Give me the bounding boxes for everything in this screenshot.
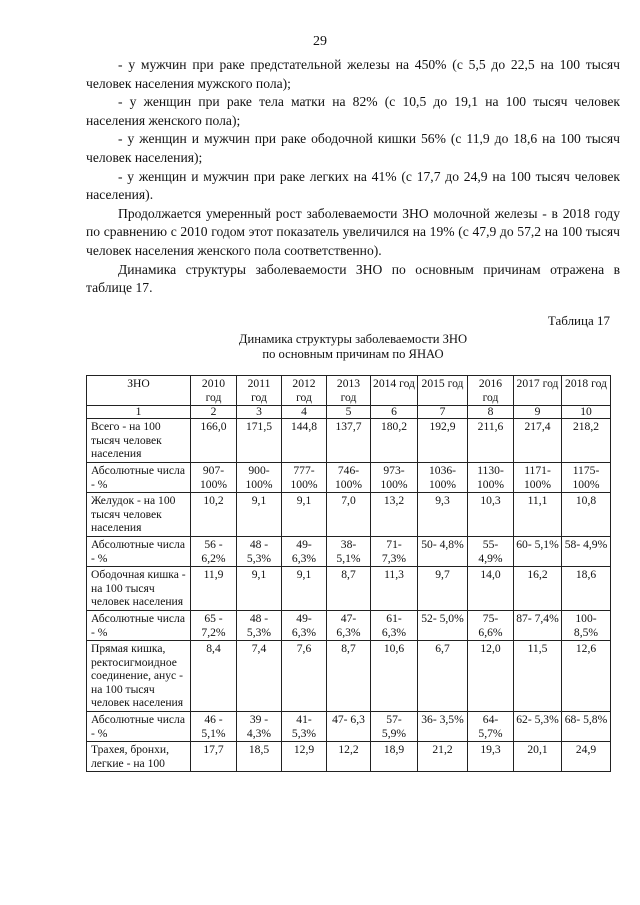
row-label: Желудок - на 100 тысяч человек населения — [87, 493, 191, 537]
row-label: Абсолютные числа - % — [87, 462, 191, 492]
table-cell: 10,6 — [371, 641, 418, 712]
table-cell: 18,5 — [237, 742, 282, 772]
table-cell: 47- 6,3% — [327, 610, 371, 640]
table-row — [87, 462, 611, 492]
table-cell: 10,3 — [468, 493, 514, 537]
paragraph: Динамика структуры заболеваемости ЗНО по основным причинам отражена в таблице 17. — [86, 261, 620, 296]
table-cell: 16,2 — [514, 567, 562, 611]
header-cell: 2010 год — [191, 376, 237, 406]
table-row — [87, 419, 611, 463]
table-cell: 9,1 — [237, 493, 282, 537]
table-cell: 180,2 — [371, 419, 418, 463]
column-number: 7 — [418, 406, 468, 419]
table-cell: 56 - 6,2% — [191, 536, 237, 566]
table-row — [87, 493, 611, 537]
table-cell: 47- 6,3 — [327, 712, 371, 742]
paragraph: Продолжается умеренный рост заболеваемости ЗНО молочной железы - в 2018 году по сравнению с 2010 годом этот показатель увеличился на 19% (с 47,9 до 57,2 на 100 тысяч человек населения женского пола соответственно). — [86, 205, 620, 258]
table-cell: 18,9 — [371, 742, 418, 772]
table-cell: 9,7 — [418, 567, 468, 611]
table-cell: 13,2 — [371, 493, 418, 537]
table-cell: 71- 7,3% — [371, 536, 418, 566]
paragraph: - у женщин и мужчин при раке ободочной кишки 56% (с 11,9 до 18,6 на 100 тысяч человек населения); — [86, 131, 620, 165]
paragraph: - у женщин при раке тела матки на 82% (с 10,5 до 19,1 на 100 тысяч человек населения женского пола); — [86, 94, 620, 128]
table-row — [87, 610, 611, 640]
header-cell: ЗНО — [87, 376, 191, 406]
table-cell: 12,2 — [327, 742, 371, 772]
table-cell: 38- 5,1% — [327, 536, 371, 566]
table-cell: 41- 5,3% — [282, 712, 327, 742]
table-row — [87, 536, 611, 566]
table-cell: 18,6 — [562, 567, 611, 611]
table-title — [86, 332, 620, 362]
table-cell: 55- 4,9% — [468, 536, 514, 566]
table-cell: 57- 5,9% — [371, 712, 418, 742]
row-label: Абсолютные числа - % — [87, 712, 191, 742]
table-cell: 39 - 4,3% — [237, 712, 282, 742]
table-cell: 6,7 — [418, 641, 468, 712]
table-cell: 217,4 — [514, 419, 562, 463]
column-number: 2 — [191, 406, 237, 419]
row-label: Абсолютные числа - % — [87, 536, 191, 566]
table-cell: 12,6 — [562, 641, 611, 712]
table-cell: 21,2 — [418, 742, 468, 772]
table-caption: Таблица 17 — [547, 313, 610, 328]
table-cell: 20,1 — [514, 742, 562, 772]
table-cell: 12,9 — [282, 742, 327, 772]
table-cell: 9,1 — [237, 567, 282, 611]
row-label: Всего - на 100 тысяч человек населения — [87, 419, 191, 463]
table-cell: 52- 5,0% — [418, 610, 468, 640]
table-cell: 9,3 — [418, 493, 468, 537]
table-cell: 8,7 — [327, 567, 371, 611]
table-cell: 9,1 — [282, 567, 327, 611]
table-cell: 49- 6,3% — [282, 610, 327, 640]
table-cell: 11,5 — [514, 641, 562, 712]
row-label: Трахея, бронхи, легкие - на 100 — [87, 742, 191, 772]
table-cell: 9,1 — [282, 493, 327, 537]
data-table — [86, 375, 611, 772]
page-number: 29 — [313, 34, 327, 49]
table-cell: 11,9 — [191, 567, 237, 611]
table-cell: 900-100% — [237, 462, 282, 492]
table-cell: 24,9 — [562, 742, 611, 772]
table-cell: 61- 6,3% — [371, 610, 418, 640]
header-cell: 2012 год — [282, 376, 327, 406]
table-header-row — [87, 376, 611, 406]
table-cell: 75- 6,6% — [468, 610, 514, 640]
header-cell: 2013 год — [327, 376, 371, 406]
paragraph: - у мужчин при раке предстательной железы на 450% (с 5,5 до 22,5 на 100 тысяч человек населения мужского пола); — [86, 57, 620, 91]
table-cell: 48 - 5,3% — [237, 610, 282, 640]
header-cell: 2015 год — [418, 376, 468, 406]
table-cell: 12,0 — [468, 641, 514, 712]
column-number: 8 — [468, 406, 514, 419]
table-cell: 36- 3,5% — [418, 712, 468, 742]
table-cell: 87- 7,4% — [514, 610, 562, 640]
table-cell: 1036-100% — [418, 462, 468, 492]
table-cell: 211,6 — [468, 419, 514, 463]
table-cell: 11,3 — [371, 567, 418, 611]
table-cell: 46 - 5,1% — [191, 712, 237, 742]
table-row — [87, 567, 611, 611]
column-number: 5 — [327, 406, 371, 419]
table-cell: 11,1 — [514, 493, 562, 537]
table-cell: 777-100% — [282, 462, 327, 492]
table-cell: 1130-100% — [468, 462, 514, 492]
table-cell: 14,0 — [468, 567, 514, 611]
table-cell: 64- 5,7% — [468, 712, 514, 742]
header-cell: 2016 год — [468, 376, 514, 406]
table-cell: 144,8 — [282, 419, 327, 463]
table-cell: 973-100% — [371, 462, 418, 492]
column-number: 1 — [87, 406, 191, 419]
table-cell: 746-100% — [327, 462, 371, 492]
row-label: Абсолютные числа - % — [87, 610, 191, 640]
table-cell: 171,5 — [237, 419, 282, 463]
header-cell: 2017 год — [514, 376, 562, 406]
table-cell: 60- 5,1% — [514, 536, 562, 566]
table-cell: 100- 8,5% — [562, 610, 611, 640]
table-cell: 68- 5,8% — [562, 712, 611, 742]
table-cell: 218,2 — [562, 419, 611, 463]
table-cell: 137,7 — [327, 419, 371, 463]
table-row — [87, 641, 611, 712]
column-number-row — [87, 406, 611, 419]
table-cell: 10,2 — [191, 493, 237, 537]
row-label: Прямая кишка, ректосигмоидное соединение, анус - на 100 тысяч человек населения — [87, 641, 191, 712]
table-cell: 10,8 — [562, 493, 611, 537]
table-body — [87, 419, 611, 772]
table-cell: 7,0 — [327, 493, 371, 537]
header-cell: 2018 год — [562, 376, 611, 406]
body-text — [86, 56, 620, 298]
column-number: 9 — [514, 406, 562, 419]
column-number: 4 — [282, 406, 327, 419]
header-cell: 2011 год — [237, 376, 282, 406]
table-cell: 65 - 7,2% — [191, 610, 237, 640]
table-cell: 19,3 — [468, 742, 514, 772]
column-number: 10 — [562, 406, 611, 419]
table-row — [87, 742, 611, 772]
table-cell: 50- 4,8% — [418, 536, 468, 566]
table-cell: 62- 5,3% — [514, 712, 562, 742]
column-number: 3 — [237, 406, 282, 419]
table-cell: 7,6 — [282, 641, 327, 712]
table-cell: 1175-100% — [562, 462, 611, 492]
table-cell: 192,9 — [418, 419, 468, 463]
table-cell: 49- 6,3% — [282, 536, 327, 566]
header-cell: 2014 год — [371, 376, 418, 406]
table-cell: 58- 4,9% — [562, 536, 611, 566]
table-cell: 17,7 — [191, 742, 237, 772]
row-label: Ободочная кишка - на 100 тысяч человек населения — [87, 567, 191, 611]
table-cell: 7,4 — [237, 641, 282, 712]
paragraph: - у женщин и мужчин при раке легких на 41% (с 17,7 до 24,9 на 100 тысяч человек населения). — [86, 168, 620, 203]
table-title-line: по основным причинам по ЯНАО — [262, 347, 444, 361]
table-cell: 48 - 5,3% — [237, 536, 282, 566]
table-cell: 8,7 — [327, 641, 371, 712]
table-cell: 8,4 — [191, 641, 237, 712]
table-cell: 166,0 — [191, 419, 237, 463]
table-cell: 907-100% — [191, 462, 237, 492]
table-title-line: Динамика структуры заболеваемости ЗНО — [238, 332, 468, 346]
table-cell: 1171-100% — [514, 462, 562, 492]
column-number: 6 — [371, 406, 418, 419]
table-row — [87, 712, 611, 742]
